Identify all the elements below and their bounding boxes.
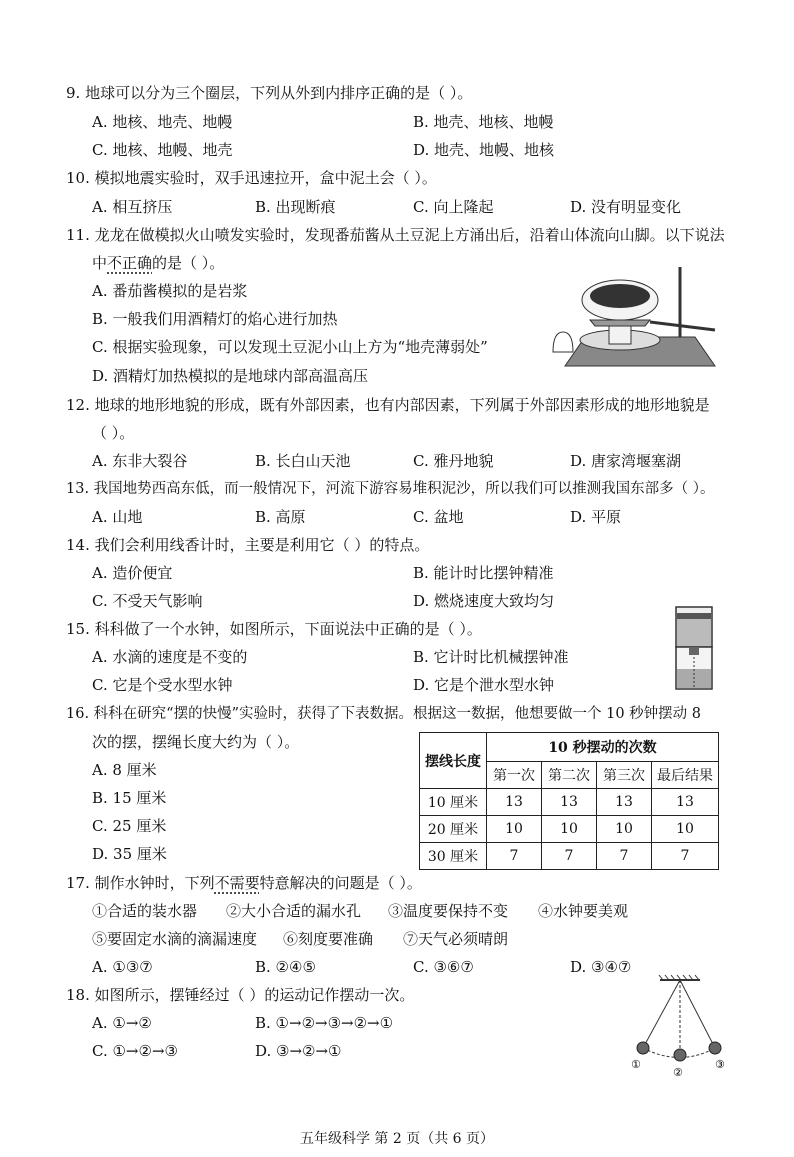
q12-option-c: C. 雅丹地貌: [413, 452, 494, 470]
q10-option-c: C. 向上隆起: [413, 198, 494, 216]
table-row: [420, 816, 719, 843]
q18-option-d: D. ③→②→①: [255, 1042, 342, 1060]
q9-option-d: D. 地壳、地幔、地核: [413, 141, 555, 159]
table-cell-length: 30 厘米: [420, 843, 487, 870]
table-subheader: 第一次: [487, 762, 542, 789]
q9-option-b: B. 地壳、地核、地幔: [413, 113, 554, 131]
q12-stem: 12. 地球的地形地貌的形成，既有外部因素，也有内部因素，下列属于外部因素形成的地形地貌是: [66, 396, 710, 414]
pendulum-label-1: ①: [631, 1058, 641, 1071]
table-header-count: 10 秒摆动的次数: [487, 733, 719, 762]
q10-option-d: D. 没有明显变化: [570, 198, 682, 216]
q17-stem-pre: 17. 制作水钟时，下列: [66, 874, 215, 892]
pendulum-label-2: ②: [673, 1066, 683, 1079]
table-cell: 10: [542, 816, 597, 843]
pendulum-data-table: [419, 732, 719, 870]
table-cell: 10: [652, 816, 719, 843]
q11-stem-pre: 中: [92, 254, 108, 272]
q11-option-a: A. 番茄酱模拟的是岩浆: [92, 282, 248, 300]
table-cell: 7: [597, 843, 652, 870]
q14-option-a: A. 造价便宜: [92, 564, 173, 582]
table-subheader: 最后结果: [652, 762, 719, 789]
q9-option-a: A. 地核、地壳、地幔: [92, 113, 233, 131]
q15-stem: 15. 科科做了一个水钟，如图所示，下面说法中正确的是（ ）。: [66, 620, 482, 638]
q17-item-5: ⑤要固定水滴的滴漏速度: [92, 930, 258, 948]
q12-option-a: A. 东非大裂谷: [92, 452, 188, 470]
water-clock-illustration: [670, 603, 718, 693]
q17-option-c: C. ③⑥⑦: [413, 958, 474, 976]
q17-item-2: ②大小合适的漏水孔: [226, 902, 362, 920]
q16-stem-line2: 次的摆，摆绳长度大约为（ ）。: [92, 733, 300, 751]
table-cell-length: 10 厘米: [420, 789, 487, 816]
q17-item-4: ④水钟要美观: [538, 902, 629, 920]
q13-option-a: A. 山地: [92, 508, 143, 526]
table-subheader: 第三次: [597, 762, 652, 789]
table-cell: 7: [542, 843, 597, 870]
q17-stem-post: 特意解决的问题是（ ）。: [259, 874, 422, 892]
table-cell: 13: [542, 789, 597, 816]
q16-option-b: B. 15 厘米: [92, 789, 167, 807]
q10-stem: 10. 模拟地震实验时，双手迅速拉开，盒中泥土会（ ）。: [66, 169, 437, 187]
table-cell: 10: [487, 816, 542, 843]
q15-option-a: A. 水滴的速度是不变的: [92, 648, 248, 666]
q17-item-6: ⑥刻度要准确: [283, 930, 374, 948]
table-row: [420, 789, 719, 816]
q11-emphasis-text: 不正确: [107, 254, 153, 272]
q17-option-d: D. ③④⑦: [570, 958, 632, 976]
q18-option-a: A. ①→②: [92, 1014, 152, 1032]
q18-stem: 18. 如图所示，摆锤经过（ ）的运动记作摆动一次。: [66, 986, 415, 1004]
q18-option-c: C. ①→②→③: [92, 1042, 178, 1060]
table-cell-length: 20 厘米: [420, 816, 487, 843]
q10-option-b: B. 出现断痕: [255, 198, 336, 216]
q14-option-d: D. 燃烧速度大致均匀: [413, 592, 555, 610]
table-cell: 10: [597, 816, 652, 843]
table-cell: 13: [652, 789, 719, 816]
q14-option-c: C. 不受天气影响: [92, 592, 203, 610]
q15-option-d: D. 它是个泄水型水钟: [413, 676, 555, 694]
q11-stem: 11. 龙龙在做模拟火山喷发实验时，发现番茄酱从土豆泥上方涌出后，沿着山体流向山脚。以下说法: [66, 226, 725, 244]
q18-option-b: B. ①→②→③→②→①: [255, 1014, 394, 1032]
q12-option-d: D. 唐家湾堰塞湖: [570, 452, 682, 470]
q17-item-7: ⑦天气必须晴朗: [403, 930, 509, 948]
q11-option-c: C. 根据实验现象，可以发现土豆泥小山上方为“地壳薄弱处”: [92, 338, 488, 356]
q17-emphasis-text: 不需要: [214, 874, 260, 892]
q11-stem-post: 的是（ ）。: [152, 254, 225, 272]
q16-stem: 16. 科科在研究“摆的快慢”实验时，获得了下表数据。根据这一数据，他想要做一个 10 秒钟摆动 8: [66, 706, 701, 722]
q17-option-a: A. ①③⑦: [92, 958, 153, 976]
q15-option-c: C. 它是个受水型水钟: [92, 676, 233, 694]
q14-stem: 14. 我们会利用线香计时，主要是利用它（ ）的特点。: [66, 536, 430, 554]
q15-option-b: B. 它计时比机械摆钟准: [413, 648, 569, 666]
table-cell: 13: [597, 789, 652, 816]
table-cell: 7: [487, 843, 542, 870]
q9-option-c: C. 地核、地幔、地壳: [92, 141, 233, 159]
volcano-experiment-illustration: [545, 262, 725, 372]
q12-stem-line2: （ ）。: [92, 424, 135, 442]
q17-stem: [66, 873, 422, 893]
q13-option-c: C. 盆地: [413, 508, 464, 526]
q16-option-a: A. 8 厘米: [92, 761, 157, 779]
q11-option-b: B. 一般我们用酒精灯的焰心进行加热: [92, 310, 338, 328]
q17-item-1: ①合适的装水器: [92, 902, 198, 920]
q13-option-b: B. 高原: [255, 508, 306, 526]
q11-stem-line2: [92, 253, 224, 273]
table-subheader: 第二次: [542, 762, 597, 789]
table-cell: 7: [652, 843, 719, 870]
pendulum-label-3: ③: [715, 1058, 725, 1071]
q9-stem: 9. 地球可以分为三个圈层，下列从外到内排序正确的是（ ）。: [66, 84, 473, 102]
pendulum-illustration: [625, 972, 735, 1082]
q14-option-b: B. 能计时比摆钟精准: [413, 564, 554, 582]
q10-option-a: A. 相互挤压: [92, 198, 173, 216]
q17-item-3: ③温度要保持不变: [388, 902, 509, 920]
table-cell: 13: [487, 789, 542, 816]
q16-option-c: C. 25 厘米: [92, 817, 167, 835]
q13-stem: 13. 我国地势西高东低，而一般情况下，河流下游容易堆积泥沙，所以我们可以推测我国东部多（ ）。: [66, 481, 715, 497]
q12-option-b: B. 长白山天池: [255, 452, 351, 470]
q16-option-d: D. 35 厘米: [92, 845, 167, 863]
q13-option-d: D. 平原: [570, 508, 622, 526]
table-header-length: 摆线长度: [420, 733, 487, 789]
page-footer: 五年级科学 第 2 页（共 6 页）: [299, 1131, 495, 1147]
table-row: [420, 843, 719, 870]
q17-option-b: B. ②④⑤: [255, 958, 316, 976]
q11-option-d: D. 酒精灯加热模拟的是地球内部高温高压: [92, 367, 369, 385]
